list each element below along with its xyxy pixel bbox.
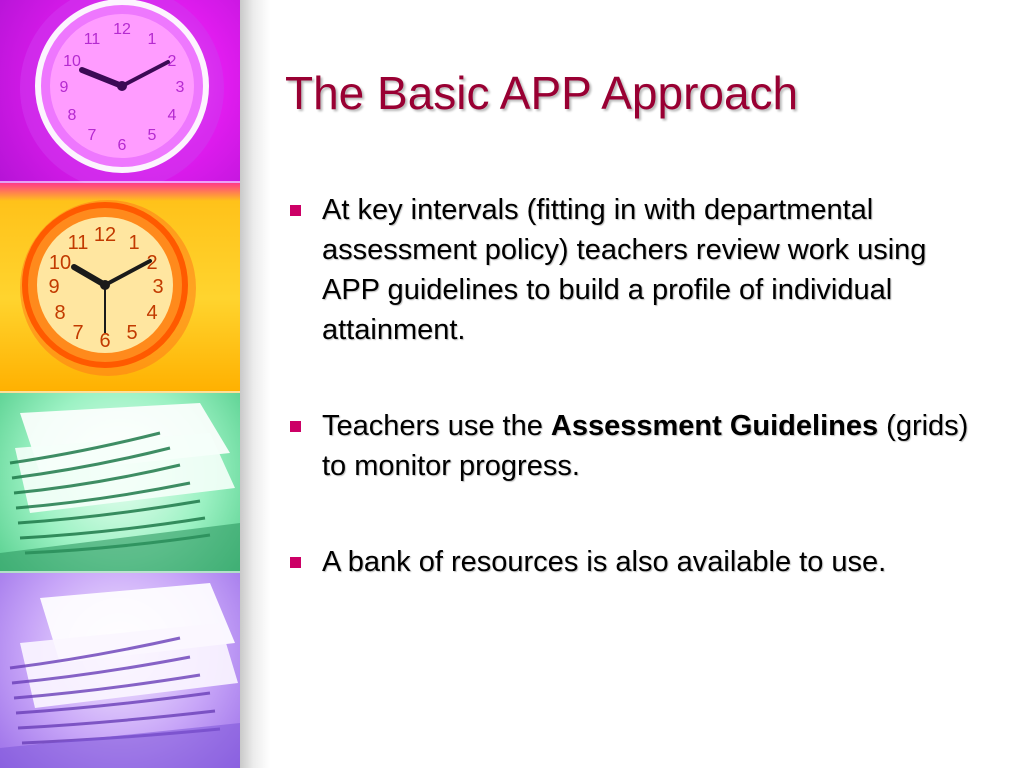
square-bullet-icon <box>290 421 301 432</box>
clock-numeral: 5 <box>147 127 157 144</box>
yellow-clock-icon <box>0 183 240 393</box>
clock-numeral: 1 <box>147 31 157 48</box>
clock-numeral: 12 <box>93 224 117 246</box>
clock-numeral: 10 <box>48 252 72 274</box>
bullet-item <box>290 542 990 582</box>
bullet-emphasis: Assessment Guidelines <box>550 410 879 442</box>
bullet-item <box>290 406 990 486</box>
green-papers-photo <box>0 393 240 573</box>
clock-numeral: 6 <box>117 137 127 154</box>
square-bullet-icon <box>290 205 301 216</box>
clock-numeral: 2 <box>146 252 158 274</box>
square-bullet-icon <box>290 557 301 568</box>
clock-numeral: 7 <box>87 127 97 144</box>
clock-numeral: 11 <box>67 232 89 254</box>
bullet-list <box>290 190 990 582</box>
bullet-text-prefix: Teachers use the <box>322 410 551 442</box>
clock-numeral: 8 <box>67 107 77 124</box>
clock-numeral: 4 <box>146 302 158 324</box>
lilac-papers-photo <box>0 573 240 768</box>
clock-numeral: 9 <box>59 79 69 96</box>
clock-numeral: 8 <box>54 302 66 324</box>
slide-title: The Basic APP Approach <box>285 67 799 119</box>
bullet-text: At key intervals (fitting in with departmental assessment policy) teachers review work using APP guidelines to build a profile of individual attainment. <box>322 194 927 346</box>
paper-stack-icon <box>0 393 240 573</box>
purple-clock-icon <box>0 0 240 183</box>
bullet-text-suffix: (grids) to monitor progress. <box>322 410 969 482</box>
clock-numeral: 10 <box>63 53 81 70</box>
clock-numeral: 4 <box>167 107 177 124</box>
clock-numeral: 1 <box>128 232 140 254</box>
clock-numeral: 6 <box>99 330 111 352</box>
clock-numeral: 7 <box>72 322 84 344</box>
decorative-photo-strip <box>0 0 240 768</box>
clock-numeral: 12 <box>113 21 131 38</box>
clock-numeral: 5 <box>126 322 138 344</box>
clock-numeral: 3 <box>175 79 185 96</box>
strip-shadow <box>240 0 270 768</box>
clock-numeral: 9 <box>48 276 60 298</box>
purple-clock-photo <box>0 0 240 183</box>
bullet-text: A bank of resources is also available to use. <box>322 546 887 578</box>
yellow-clock-photo <box>0 183 240 393</box>
clock-numeral: 2 <box>167 53 177 70</box>
bullet-item <box>290 190 990 350</box>
paper-stack-icon <box>0 573 240 768</box>
clock-numeral: 3 <box>152 276 164 298</box>
clock-numeral: 11 <box>83 31 101 48</box>
